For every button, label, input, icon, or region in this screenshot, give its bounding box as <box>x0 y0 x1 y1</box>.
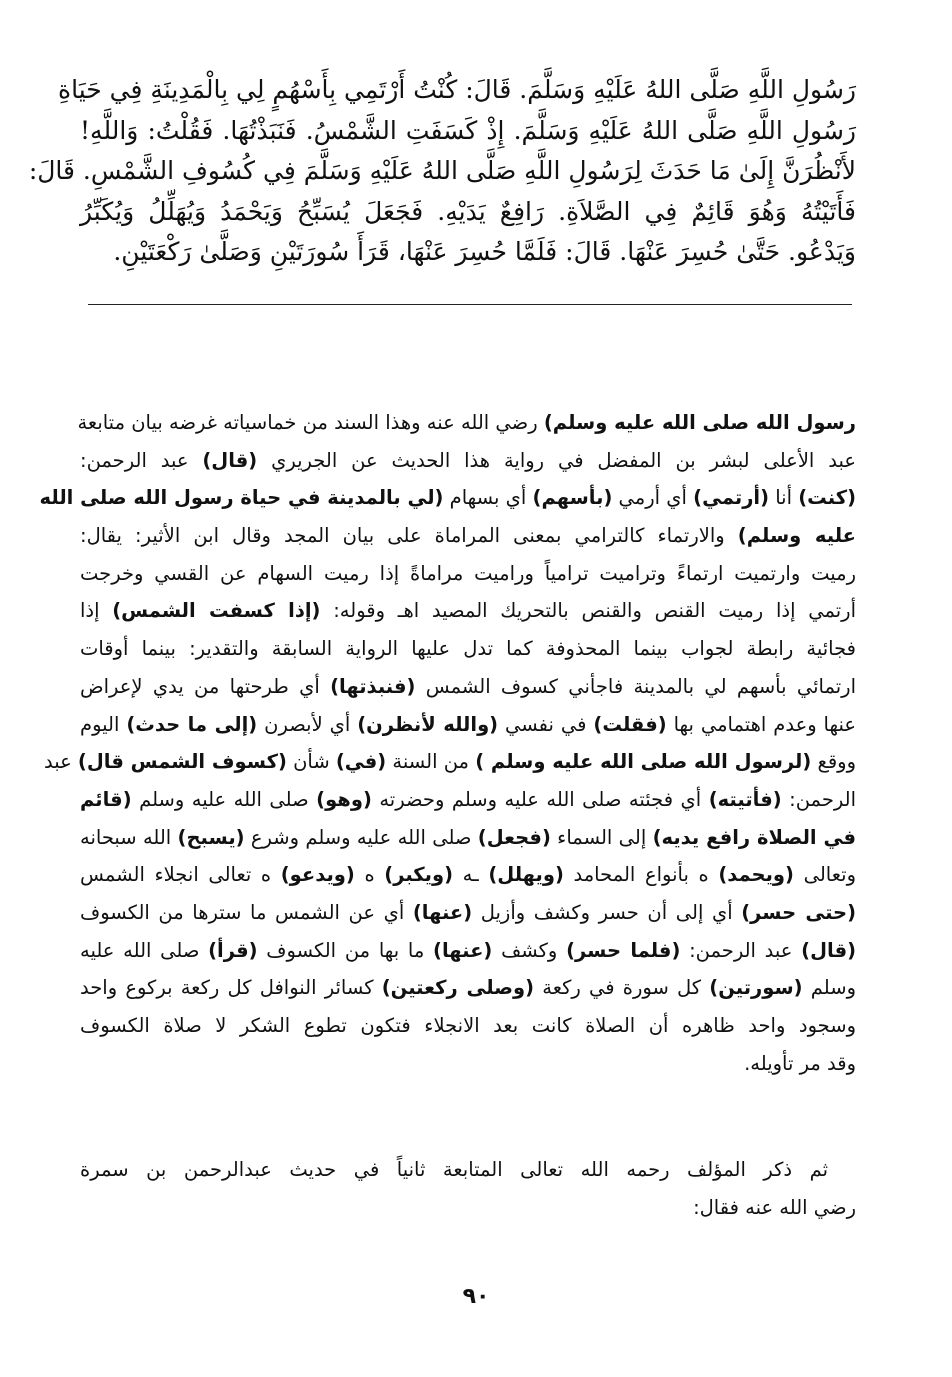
quoted-phrase: (قرأ) <box>208 938 258 962</box>
quoted-phrase: (فقلت) <box>593 712 667 736</box>
quoted-phrase: (إذا كسفت الشمس) <box>112 599 321 623</box>
commentary-text: ه تعالى انجلاء الشمس <box>80 863 281 887</box>
quoted-phrase: (ويدعو) <box>280 863 355 887</box>
quoted-phrase: (ويحمد) <box>718 863 794 887</box>
commentary-line <box>80 932 856 970</box>
hadith-line: رَسُولِ اللَّهِ صَلَّى اللهُ عَلَيْهِ وَسَلَّمَ. قَالَ: كُنْتُ أَرْتَمِي بِأَسْهُمٍ لِي بِالْمَدِينَةِ فِي حَيَاةِ <box>58 75 856 104</box>
quoted-phrase: (بأسهم) <box>532 486 613 510</box>
commentary-text: اليوم <box>80 712 127 736</box>
commentary-text: الله سبحانه <box>80 825 178 849</box>
commentary-line <box>80 555 856 593</box>
quoted-phrase: (ويكبر) <box>384 863 453 887</box>
commentary-text: رميت وارتميت ارتماءً وترامیت ترامياً وراميت مراماةً إذا رميت السهام عن القسي وخرجت <box>80 561 856 585</box>
quoted-phrase: (عنها) <box>412 900 473 924</box>
commentary-text: أنا <box>769 486 799 510</box>
quoted-phrase: (فأتيته) <box>708 787 782 811</box>
commentary-text: وكشف <box>492 938 567 962</box>
hadith-line: وَيَدْعُو. حَتَّىٰ حُسِرَ عَنْهَا. قَالَ: فَلَمَّا حُسِرَ عَنْهَا، قَرَأَ سُورَتَيْنِ وَصَلَّىٰ رَكْعَتَيْنِ. <box>113 237 856 266</box>
commentary-line <box>80 819 856 857</box>
quoted-phrase: (فلما حسر) <box>566 938 681 962</box>
commentary-line <box>80 442 856 480</box>
commentary-text: شأن <box>286 750 336 774</box>
quoted-phrase: (إلى ما حدث) <box>126 712 258 736</box>
commentary-text: أي بسهام <box>443 486 533 510</box>
quoted-phrase: (والله لأنظرن) <box>357 712 499 736</box>
commentary-text: أي إلى أن حسر وكشف وأزيل <box>472 900 742 924</box>
quoted-phrase: (في) <box>335 750 387 774</box>
quoted-phrase: (قائم <box>80 787 132 811</box>
commentary-line <box>80 894 856 932</box>
quoted-phrase: (فنبذتها) <box>330 674 416 698</box>
commentary-text: ارتمائي بأسهم لي بالمدينة فاجأني كسوف الشمس <box>415 674 857 698</box>
commentary-line <box>77 404 856 442</box>
commentary-text: وقد مر تأويله. <box>744 1051 856 1075</box>
quoted-phrase: (قال) <box>801 938 857 962</box>
quoted-phrase: (كنت) <box>798 486 856 510</box>
footnote-divider <box>88 304 852 305</box>
commentary-text: ه <box>354 863 385 887</box>
hadith-line: فَأَتَيْتُهُ وَهُوَ قَائِمٌ فِي الصَّلاَةِ. رَافِعٌ يَدَيْهِ. فَجَعَلَ يُسَبِّحُ وَيَحْمَدُ وَيُهَلِّلُ وَيُكَبِّرُ <box>80 196 856 226</box>
commentary-text: وسجود واحد ظاهره أن الصلاة كانت بعد الانجلاء فتكون تطوع الشكر لا صلاة الكسوف <box>80 1014 856 1037</box>
commentary-text: أرتمي إذا رميت القنص والقنص بالتحريك المصيد اهـ وقوله: <box>320 599 857 623</box>
quoted-phrase: (سورتين) <box>709 976 803 1000</box>
commentary-text: صلى الله عليه وسلم <box>131 787 317 811</box>
quoted-phrase: في الصلاة رافع يديه) <box>652 825 856 849</box>
closing-line: رضي الله عنه فقال: <box>693 1196 856 1219</box>
quoted-phrase: (لي بالمدينة في حياة رسول الله صلى الله <box>39 486 444 510</box>
commentary-text: عبد الرحمن: <box>80 448 203 472</box>
commentary-line <box>43 743 856 781</box>
commentary-line <box>80 781 856 819</box>
commentary <box>39 404 857 1082</box>
commentary-text: رضي الله عنه وهذا السند من خماسياته غرضه بيان متابعة <box>77 411 544 434</box>
commentary-text: عبد الأعلى لبشر بن المفضل في رواية هذا الحديث عن الجريري <box>257 448 856 472</box>
commentary-line <box>80 668 856 706</box>
commentary-text: أي طرحتها من يدي لإعراض <box>80 674 331 698</box>
commentary-text: كسائر النوافل كل ركعة بركوع واحد <box>80 976 382 1000</box>
quoted-phrase: (وهو) <box>316 787 372 811</box>
commentary-text: عبد <box>43 750 78 774</box>
commentary-text: إذا <box>80 599 113 623</box>
commentary-text: أي عن الشمس ما سترها من الكسوف <box>80 900 413 924</box>
commentary-line <box>80 517 856 555</box>
commentary-line <box>80 1045 856 1083</box>
commentary-text: عبد الرحمن: <box>680 938 802 962</box>
commentary-text: وسلم <box>802 976 856 1000</box>
commentary-text: وتعالى <box>793 863 856 887</box>
commentary-text: عنها وعدم اهتمامي بها <box>666 712 857 736</box>
page-number: ٩٠ <box>462 1284 490 1309</box>
quoted-phrase: (حتى حسر) <box>741 900 857 924</box>
commentary-text: أي فجئته صلى الله عليه وسلم وحضرته <box>371 787 709 811</box>
commentary-text: صلى الله عليه وسلم وشرع <box>244 825 478 849</box>
commentary-line <box>80 856 856 894</box>
quoted-phrase: (فجعل) <box>477 825 551 849</box>
commentary-line <box>80 969 856 1007</box>
commentary-text: صلى الله عليه <box>80 938 209 962</box>
hadith-line: رَسُولِ اللَّهِ صَلَّى اللهُ عَلَيْهِ وَسَلَّمَ. إِذْ كَسَفَتِ الشَّمْسُ. فَنَبَذْتُهَا. فَقُلْتُ: وَاللَّهِ! <box>80 115 856 145</box>
commentary-text: الرحمن: <box>781 787 857 811</box>
hadith-text <box>28 70 856 273</box>
commentary-line <box>80 592 856 630</box>
quoted-phrase: عليه وسلم) <box>737 524 856 548</box>
commentary-text: ـه <box>452 863 489 887</box>
commentary-line <box>80 706 856 744</box>
commentary-text: ووقع <box>811 750 856 774</box>
quoted-phrase: (عنها) <box>433 938 493 962</box>
commentary-text: والارتماء كالترامي بمعنى المراماة على بيان المجد وقال ابن الأثير: يقال: <box>80 524 738 548</box>
quoted-phrase: (كسوف الشمس قال) <box>77 750 287 774</box>
commentary-line <box>80 630 856 668</box>
hadith-line: لأَنْظُرَنَّ إِلَىٰ مَا حَدَثَ لِرَسُولِ اللَّهِ صَلَّى اللهُ عَلَيْهِ وَسَلَّمَ فِي كُسُوفِ الشَّمْسِ. قَالَ: <box>28 156 856 185</box>
quoted-phrase: (أرتمي) <box>693 486 770 510</box>
commentary-text: فجائية رابطة لجواب بينما المحذوفة كما تدل عليها الرواية السابقة والتقدير: بينما أوقات <box>80 637 856 661</box>
commentary-text: في نفسي <box>498 712 594 736</box>
closing-line: ثم ذكر المؤلف رحمه الله تعالى المتابعة ثانياً في حديث عبدالرحمن بن سمرة <box>80 1158 828 1181</box>
commentary-text: ما بها من الكسوف <box>257 938 434 962</box>
commentary-text: أي لأبصرن <box>257 712 358 736</box>
commentary-text: ه بأنواع المحامد <box>563 863 719 887</box>
quoted-phrase: (قال) <box>202 448 258 472</box>
closing-paragraph <box>80 1151 856 1227</box>
quoted-phrase: (ويهلل) <box>488 863 564 887</box>
quoted-phrase: (لرسول الله صلى الله عليه وسلم ) <box>475 750 812 774</box>
quoted-phrase: (يسبح) <box>177 825 245 849</box>
commentary-text: إلى السماء <box>550 825 653 849</box>
commentary-line <box>80 1007 856 1045</box>
quoted-phrase: رسول الله صلى الله عليه وسلم) <box>543 411 856 434</box>
commentary-text: كل سورة في ركعة <box>534 976 710 1000</box>
commentary-line <box>39 479 856 517</box>
commentary-text: من السنة <box>386 750 476 774</box>
commentary-text: أي أرمي <box>612 486 694 510</box>
quoted-phrase: (وصلى ركعتين) <box>381 976 535 1000</box>
